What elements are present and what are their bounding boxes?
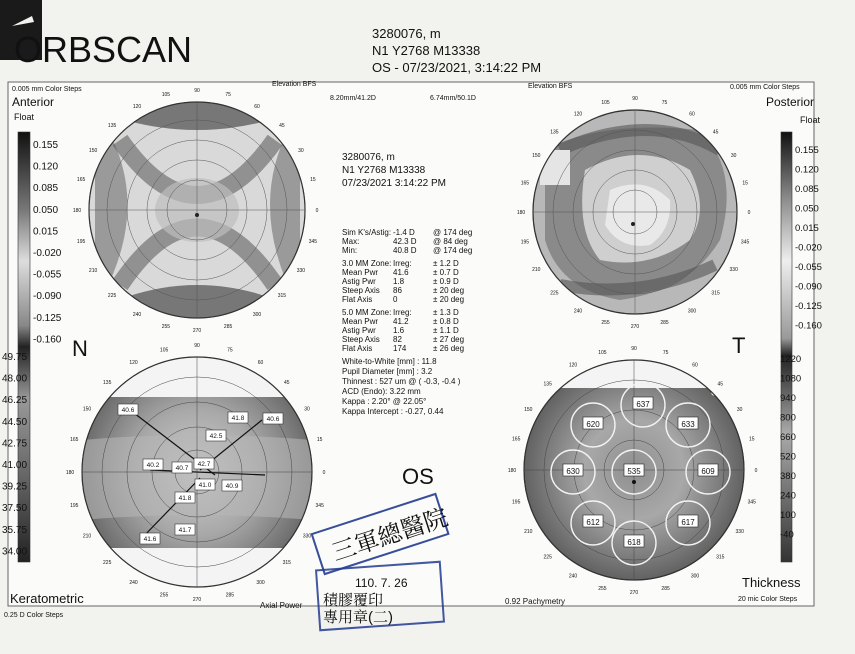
axis-degree-label: 30 bbox=[298, 148, 304, 154]
keratometric-value: 41.0 bbox=[198, 482, 212, 489]
axis-degree-label: 30 bbox=[304, 406, 310, 413]
axis-degree-label: 345 bbox=[747, 499, 756, 506]
axis-degree-label: 105 bbox=[159, 347, 169, 354]
sim-k-cell: @ 84 deg bbox=[433, 237, 468, 246]
axis-degree-label: 60 bbox=[254, 104, 260, 111]
axis-degree-label: 120 bbox=[568, 362, 578, 369]
axis-degree-label: 15 bbox=[749, 436, 755, 443]
right-thickness-label: -40 bbox=[780, 529, 794, 541]
zone-row-cell: ± 0.9 D bbox=[433, 277, 459, 286]
keratometric-value: 41.7 bbox=[178, 527, 192, 534]
stamp-side: 積膠覆印 bbox=[323, 592, 384, 609]
left-power-label: 41.00 bbox=[2, 460, 28, 471]
axis-degree-label: 90 bbox=[194, 343, 200, 349]
keratometric-value: 40.7 bbox=[175, 465, 189, 472]
left-elevation-label: -0.160 bbox=[33, 334, 62, 346]
pachymetry-value: 609 bbox=[701, 467, 715, 476]
axis-degree-label: 300 bbox=[252, 311, 262, 318]
patient-header: 3280076, m bbox=[372, 26, 441, 41]
left-power-label: 46.25 bbox=[2, 395, 28, 407]
axis-degree-label: 45 bbox=[712, 129, 719, 136]
axis-degree-label: 315 bbox=[716, 554, 725, 561]
axis-degree-label: 90 bbox=[194, 88, 200, 94]
axis-degree-label: 345 bbox=[740, 239, 750, 246]
zone-row-cell: Astig Pwr bbox=[342, 277, 376, 286]
axis-degree-label: 15 bbox=[316, 437, 323, 444]
axis-degree-label: 270 bbox=[630, 324, 640, 330]
axis-degree-label: 60 bbox=[689, 111, 695, 118]
axis-degree-label: 225 bbox=[543, 554, 552, 561]
axis-degree-label: 15 bbox=[742, 180, 748, 187]
thickness-steps: 20 mic Color Steps bbox=[738, 596, 798, 603]
axis-degree-label: 210 bbox=[524, 529, 533, 535]
pachymetry-value: 535 bbox=[627, 467, 641, 476]
pachymetry-value: 617 bbox=[681, 518, 695, 527]
thickness-title: Thickness bbox=[742, 575, 801, 590]
axis-degree-label: 165 bbox=[520, 180, 530, 187]
axis-degree-label: 240 bbox=[568, 573, 578, 580]
keratometric-value: 40.6 bbox=[266, 416, 280, 423]
axis-degree-label: 240 bbox=[129, 580, 138, 586]
summary-misc-line: ACD (Endo): 3.22 mm bbox=[342, 387, 421, 396]
left-power-label: 42.75 bbox=[2, 438, 28, 450]
zone-row-cell: ± 0.8 D bbox=[433, 317, 459, 326]
axis-degree-label: 75 bbox=[661, 99, 668, 106]
zone-row-cell: 1.8 bbox=[393, 277, 405, 286]
axis-degree-label: 300 bbox=[256, 580, 265, 586]
axis-degree-label: 180 bbox=[507, 468, 517, 474]
zone-row-cell: 174 bbox=[393, 344, 407, 353]
axis-degree-label: 75 bbox=[662, 350, 669, 357]
zone-header-cell: ± 1.3 D bbox=[433, 308, 459, 317]
axis-degree-label: 195 bbox=[70, 502, 79, 509]
right-thickness-label: 940 bbox=[780, 393, 796, 404]
posterior-title: Posterior bbox=[766, 95, 815, 109]
axis-degree-label: 210 bbox=[88, 268, 98, 274]
axis-degree-label: 120 bbox=[129, 360, 138, 366]
pachymetry-value: 618 bbox=[627, 538, 641, 547]
zone-row-cell: 86 bbox=[393, 286, 402, 295]
right-thickness-label: 1220 bbox=[780, 354, 802, 365]
thickness-map bbox=[524, 360, 744, 580]
sim-k-cell: Sim K's/Astig: bbox=[342, 228, 392, 237]
left-power-label: 37.50 bbox=[2, 503, 28, 515]
axis-degree-label: 300 bbox=[687, 308, 697, 315]
axis-degree-label: 240 bbox=[573, 308, 583, 315]
zone-row-cell: ± 27 deg bbox=[433, 335, 465, 344]
keratometric-value: 41.8 bbox=[178, 495, 192, 502]
axis-degree-label: 330 bbox=[302, 533, 312, 540]
keratometric-map bbox=[82, 357, 312, 588]
zone-row-cell: Steep Axis bbox=[342, 286, 380, 295]
keratometric-title: Keratometric bbox=[10, 591, 84, 606]
right-thickness-label: 520 bbox=[780, 451, 796, 463]
axis-degree-label: 135 bbox=[103, 380, 112, 387]
sim-k-cell: Min: bbox=[342, 246, 358, 255]
right-elevation-label: -0.160 bbox=[795, 320, 822, 332]
left-elevation-label: 0.050 bbox=[33, 204, 59, 216]
left-power-label: 49.75 bbox=[2, 352, 28, 363]
sim-k-cell: -1.4 D bbox=[393, 228, 415, 237]
axis-degree-label: 210 bbox=[82, 533, 92, 540]
anterior-type: Elevation BFS bbox=[272, 81, 317, 88]
keratometric-value: 42.5 bbox=[209, 433, 223, 440]
zone-row-cell: Steep Axis bbox=[342, 335, 380, 344]
summary-datetime: 07/23/2021 3:14:22 PM bbox=[342, 178, 446, 189]
axis-degree-label: 180 bbox=[65, 470, 75, 476]
zone-row-cell: 82 bbox=[393, 335, 402, 344]
right-elevation-label: -0.125 bbox=[795, 301, 822, 312]
zone-row-cell: 41.2 bbox=[393, 317, 409, 326]
axis-degree-label: 345 bbox=[308, 239, 318, 246]
keratometric-steps: 0.25 D Color Steps bbox=[4, 612, 64, 619]
axis-degree-label: 120 bbox=[573, 111, 583, 118]
keratometric-value: 40.2 bbox=[146, 462, 160, 469]
axis-degree-label: 195 bbox=[520, 239, 530, 246]
right-thickness-label: 800 bbox=[780, 412, 796, 424]
keratometric-value: 40.9 bbox=[225, 483, 239, 490]
zone-row-cell: ± 1.1 D bbox=[433, 326, 459, 335]
zone-row-cell: ± 26 deg bbox=[433, 344, 465, 353]
axis-degree-label: 120 bbox=[132, 104, 142, 111]
axis-degree-label: 330 bbox=[296, 268, 306, 274]
sim-k-cell: 42.3 D bbox=[393, 237, 417, 246]
left-elevation-label: 0.120 bbox=[33, 161, 59, 173]
zone-row-cell: Mean Pwr bbox=[342, 317, 379, 326]
axis-degree-label: 150 bbox=[524, 407, 533, 413]
right-elevation-label: -0.055 bbox=[795, 262, 822, 273]
right-elevation-label: 0.155 bbox=[795, 145, 819, 156]
right-elevation-label: -0.020 bbox=[795, 242, 822, 254]
zone-header-cell: 5.0 MM Zone: bbox=[342, 308, 392, 317]
axis-degree-label: 45 bbox=[717, 381, 724, 388]
posterior-bfs: 6.74mm/50.1D bbox=[430, 95, 476, 102]
axis-degree-label: 165 bbox=[76, 176, 86, 183]
eye-label: OS bbox=[402, 464, 434, 489]
summary-patient: 3280076, m bbox=[342, 152, 395, 163]
axis-degree-label: 60 bbox=[692, 362, 698, 369]
axis-degree-label: 45 bbox=[284, 380, 290, 387]
axis-degree-label: 105 bbox=[161, 92, 171, 99]
axis-degree-label: 105 bbox=[598, 350, 607, 357]
anterior-bfs: 8.20mm/41.2D bbox=[330, 95, 376, 102]
axis-degree-label: 270 bbox=[192, 328, 202, 334]
right-thickness-label: 240 bbox=[780, 490, 796, 502]
posterior-type: Elevation BFS bbox=[528, 83, 573, 90]
axis-degree-label: 315 bbox=[277, 292, 287, 299]
zone-header-cell: ± 1.2 D bbox=[433, 259, 459, 268]
axis-degree-label: 0 bbox=[754, 468, 758, 474]
axis-degree-label: 165 bbox=[512, 436, 521, 443]
stamp-bottom: 專用章(二) bbox=[323, 609, 393, 626]
axis-degree-label: 330 bbox=[729, 267, 738, 273]
right-elevation-label: -0.090 bbox=[795, 281, 822, 293]
axis-degree-label: 45 bbox=[279, 123, 285, 130]
axis-degree-label: 315 bbox=[711, 290, 720, 297]
axis-degree-label: 225 bbox=[107, 292, 117, 299]
anterior-subtitle: Float bbox=[14, 112, 35, 122]
axis-degree-label: 90 bbox=[631, 346, 637, 352]
axis-degree-label: 90 bbox=[632, 96, 638, 102]
pachymetry-value: 620 bbox=[586, 420, 600, 429]
axis-degree-label: 255 bbox=[601, 320, 610, 327]
keratometric-value: 41.6 bbox=[143, 536, 157, 543]
left-elevation-label: 0.015 bbox=[33, 226, 59, 238]
summary-misc-line: Pupil Diameter [mm] : 3.2 bbox=[342, 367, 433, 376]
axis-degree-label: 315 bbox=[282, 559, 291, 566]
left-power-label: 39.25 bbox=[2, 481, 28, 493]
sim-k-cell: 40.8 D bbox=[393, 246, 417, 255]
axis-degree-label: 0 bbox=[315, 208, 319, 214]
left-elevation-label: 0.155 bbox=[33, 140, 59, 151]
axis-degree-label: 300 bbox=[690, 573, 700, 580]
nasal-label: N bbox=[72, 336, 88, 361]
anterior-elevation-map bbox=[89, 102, 305, 320]
axis-degree-label: 210 bbox=[532, 267, 541, 273]
axis-degree-label: 0 bbox=[747, 210, 751, 216]
axis-degree-label: 30 bbox=[730, 153, 737, 159]
ids-header: N1 Y2768 M13338 bbox=[372, 43, 481, 58]
zone-row-cell: 41.6 bbox=[393, 268, 409, 277]
axis-degree-label: 180 bbox=[72, 208, 82, 214]
posterior-subtitle: Float bbox=[800, 115, 821, 125]
axis-degree-label: 255 bbox=[598, 585, 607, 592]
left-power-label: 35.75 bbox=[2, 524, 28, 536]
axis-degree-label: 165 bbox=[70, 437, 79, 444]
brand-logo: ORBSCAN bbox=[14, 29, 193, 70]
zone-header-cell: 3.0 MM Zone: bbox=[342, 259, 392, 268]
zone-row-cell: ± 20 deg bbox=[433, 295, 465, 304]
keratometric-type: Axial Power bbox=[260, 601, 303, 610]
axis-degree-label: 270 bbox=[192, 597, 202, 603]
right-thickness-label: 660 bbox=[780, 432, 796, 443]
axis-degree-label: 270 bbox=[629, 590, 639, 596]
axis-degree-label: 255 bbox=[161, 323, 171, 330]
axis-degree-label: 150 bbox=[88, 148, 98, 154]
right-thickness-label: 380 bbox=[780, 471, 796, 482]
axis-degree-label: 255 bbox=[159, 592, 169, 599]
pachymetry-value: 630 bbox=[566, 467, 580, 476]
left-elevation-label: -0.055 bbox=[33, 269, 62, 281]
axis-degree-label: 195 bbox=[512, 499, 521, 506]
axis-degree-label: 135 bbox=[107, 123, 117, 130]
keratometric-value: 41.8 bbox=[231, 415, 245, 422]
axis-degree-label: 240 bbox=[132, 311, 142, 318]
zone-header-cell: Irreg: bbox=[393, 259, 412, 268]
axis-degree-label: 330 bbox=[735, 529, 744, 535]
keratometric-value: 42.7 bbox=[197, 461, 211, 468]
posterior-steps: 0.005 mm Color Steps bbox=[730, 84, 800, 91]
zone-row-cell: ± 0.7 D bbox=[433, 268, 459, 277]
anterior-title: Anterior bbox=[12, 95, 55, 109]
right-elevation-label: 0.120 bbox=[795, 164, 819, 176]
axis-degree-label: 150 bbox=[532, 153, 541, 159]
right-elevation-label: 0.085 bbox=[795, 184, 819, 195]
sim-k-cell: @ 174 deg bbox=[433, 246, 473, 255]
axis-degree-label: 60 bbox=[257, 360, 264, 366]
zone-row-cell: 0 bbox=[393, 295, 398, 304]
zone-row-cell: 1.6 bbox=[393, 326, 405, 335]
axis-degree-label: 0 bbox=[322, 470, 326, 476]
pachymetry-value: 633 bbox=[681, 420, 695, 429]
thickness-type: 0.92 Pachymetry bbox=[505, 597, 566, 606]
temporal-label: T bbox=[732, 333, 746, 358]
axis-degree-label: 75 bbox=[227, 347, 233, 354]
axis-degree-label: 285 bbox=[660, 320, 669, 327]
stamp-hospital: 三軍總醫院 bbox=[328, 504, 452, 567]
left-scale-bar bbox=[18, 132, 30, 562]
axis-degree-label: 225 bbox=[550, 290, 559, 297]
zone-header-cell: Irreg: bbox=[393, 308, 412, 317]
pachymetry-value: 637 bbox=[636, 400, 650, 409]
right-elevation-label: 0.015 bbox=[795, 223, 819, 234]
right-elevation-label: 0.050 bbox=[795, 203, 819, 215]
summary-misc-line: Kappa Intercept : -0.27, 0.44 bbox=[342, 407, 444, 416]
left-power-label: 44.50 bbox=[2, 416, 28, 428]
zone-row-cell: Flat Axis bbox=[342, 295, 373, 304]
axis-degree-label: 180 bbox=[516, 210, 526, 216]
stamp-date: 110. 7. 26 bbox=[355, 576, 408, 590]
right-thickness-label: 100 bbox=[780, 510, 796, 521]
axis-degree-label: 135 bbox=[543, 381, 552, 388]
zone-row-cell: Mean Pwr bbox=[342, 268, 379, 277]
pachymetry-value: 612 bbox=[586, 518, 600, 527]
axis-degree-label: 345 bbox=[315, 502, 324, 509]
posterior-elevation-map bbox=[533, 110, 737, 314]
left-elevation-label: -0.125 bbox=[33, 312, 62, 324]
axis-degree-label: 285 bbox=[661, 585, 670, 592]
left-power-label: 48.00 bbox=[2, 373, 28, 385]
left-elevation-label: 0.085 bbox=[33, 183, 59, 195]
axis-degree-label: 150 bbox=[82, 406, 92, 413]
keratometric-value: 40.6 bbox=[121, 407, 135, 414]
axis-degree-label: 105 bbox=[601, 99, 610, 106]
left-elevation-label: -0.020 bbox=[33, 248, 62, 259]
zone-row-cell: ± 20 deg bbox=[433, 286, 465, 295]
axis-degree-label: 195 bbox=[76, 239, 86, 246]
anterior-steps: 0.005 mm Color Steps bbox=[12, 86, 82, 93]
axis-degree-label: 30 bbox=[736, 407, 743, 413]
summary-misc-line: White-to-White [mm] : 11.8 bbox=[342, 357, 437, 366]
axis-degree-label: 285 bbox=[225, 592, 235, 599]
exam-header: OS - 07/23/2021, 3:14:22 PM bbox=[372, 60, 542, 75]
axis-degree-label: 75 bbox=[225, 92, 231, 99]
summary-misc-line: Thinnest : 527 um @ ( -0.3, -0.4 ) bbox=[342, 377, 461, 386]
axis-degree-label: 225 bbox=[103, 559, 112, 566]
axis-degree-label: 135 bbox=[550, 129, 559, 136]
sim-k-cell: @ 174 deg bbox=[433, 228, 473, 237]
summary-misc-line: Kappa : 2.20° @ 22.05° bbox=[342, 397, 427, 406]
left-power-label: 34.00 bbox=[2, 546, 28, 558]
right-thickness-label: 1080 bbox=[780, 373, 802, 385]
axis-degree-label: 285 bbox=[223, 323, 233, 330]
sim-k-cell: Max: bbox=[342, 237, 360, 246]
left-elevation-label: -0.090 bbox=[33, 291, 62, 303]
zone-row-cell: Astig Pwr bbox=[342, 326, 376, 335]
axis-degree-label: 15 bbox=[310, 176, 316, 183]
summary-ids: N1 Y2768 M13338 bbox=[342, 165, 426, 176]
zone-row-cell: Flat Axis bbox=[342, 344, 373, 353]
